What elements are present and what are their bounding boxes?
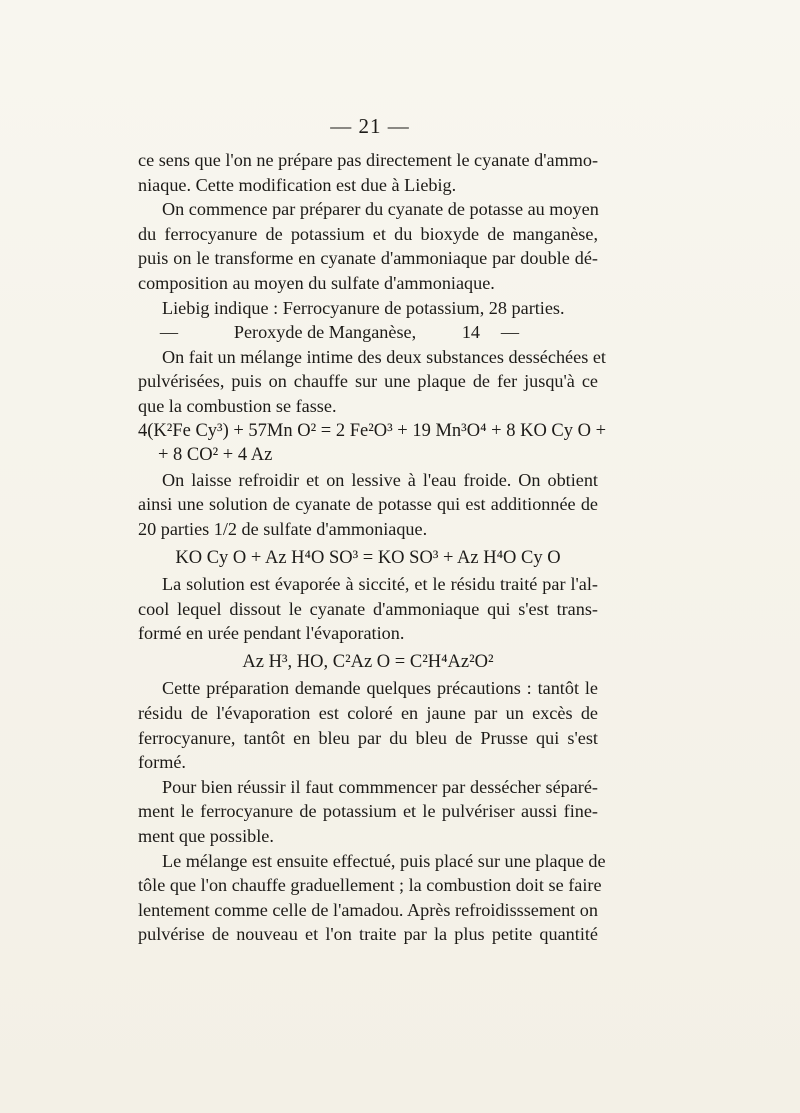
text-line: On commence par préparer du cyanate de potasse au moyen <box>162 199 599 220</box>
text-line: On fait un mélange intime des deux substances desséchées et <box>162 346 606 367</box>
text-line: Le mélange est ensuite effectué, puis placé sur une plaque de <box>162 850 606 871</box>
text-line: niaque. Cette modification est due à Liebig. <box>138 174 457 195</box>
text-line: Pour bien réussir il faut commmencer par dessécher séparé- <box>162 776 598 797</box>
recipe-row <box>138 320 598 345</box>
text-line: La solution est évaporée à siccité, et le résidu traité par l'al- <box>162 574 598 595</box>
text-line: On laisse refroidir et on lessive à l'eau froide. On obtient <box>162 469 598 490</box>
text-line: 20 parties 1/2 de sulfate d'ammoniaque. <box>138 518 428 539</box>
text-line: formé en urée pendant l'évaporation. <box>138 623 405 644</box>
text-line: ment le ferrocyanure de potassium et le pulvériser aussi fine- <box>138 801 598 822</box>
paragraph <box>138 775 598 849</box>
text-line: ment que possible. <box>138 826 274 847</box>
text-line: composition au moyen du sulfate d'ammoniaque. <box>138 272 495 293</box>
text-line: pulvérisées, puis on chauffe sur une plaque de fer jusqu'à ce <box>138 371 598 392</box>
paragraph <box>138 676 598 774</box>
paragraph <box>138 148 598 197</box>
text-line: résidu de l'évaporation est coloré en jaune par un excès de <box>138 703 598 724</box>
paragraph <box>138 468 598 542</box>
body-text <box>138 148 607 947</box>
page-number: — 21 — <box>330 114 410 138</box>
paragraph <box>138 849 606 947</box>
text-line: puis on le transforme en cyanate d'ammoniaque par double dé- <box>138 248 598 269</box>
text-line: du ferrocyanure de potassium et du bioxyde de manganèse, <box>138 223 598 244</box>
text-line: tôle que l'on chauffe graduellement ; la combustion doit se faire <box>138 875 602 896</box>
dash: — <box>159 322 179 343</box>
text-line: pulvérise de nouveau et l'on traite par la plus petite quantité <box>138 924 598 945</box>
ingredient: Peroxyde de Manganèse, <box>233 322 417 343</box>
text-line: ce sens que l'on ne prépare pas directement le cyanate d'ammo- <box>138 150 599 170</box>
dash: — <box>500 322 520 343</box>
equation: + 8 CO² + 4 Az <box>158 445 273 466</box>
text-line: Liebig indique : Ferrocyanure de potassium, 28 parties. <box>162 297 565 318</box>
text-line: ferrocyanure, tantôt en bleu par du bleu de Prusse qui s'est <box>138 727 598 748</box>
text-line: ainsi une solution de cyanate de potasse qui est additionnée de <box>138 494 598 515</box>
text-line: formé. <box>138 752 186 773</box>
text-line: cool lequel dissout le cyanate d'ammoniaque qui s'est trans- <box>138 598 598 619</box>
equation: 4(K²Fe Cy³) + 57Mn O² = 2 Fe²O³ + 19 Mn³O⁴ + 8 KO Cy O + <box>138 420 607 441</box>
text-line: que la combustion se fasse. <box>138 395 337 416</box>
paragraph <box>138 197 598 295</box>
text-line: lentement comme celle de l'amadou. Après refroidisssement on <box>138 899 598 920</box>
equation: Az H³, HO, C²Az O = C²H⁴Az²O² <box>242 651 494 672</box>
text-line: Cette préparation demande quelques précautions : tantôt le <box>162 678 598 699</box>
equation: KO Cy O + Az H⁴O SO³ = KO SO³ + Az H⁴O Cy O <box>175 547 561 568</box>
quantity: 14 <box>461 322 480 343</box>
paragraph <box>138 572 598 646</box>
paragraph <box>138 345 606 419</box>
